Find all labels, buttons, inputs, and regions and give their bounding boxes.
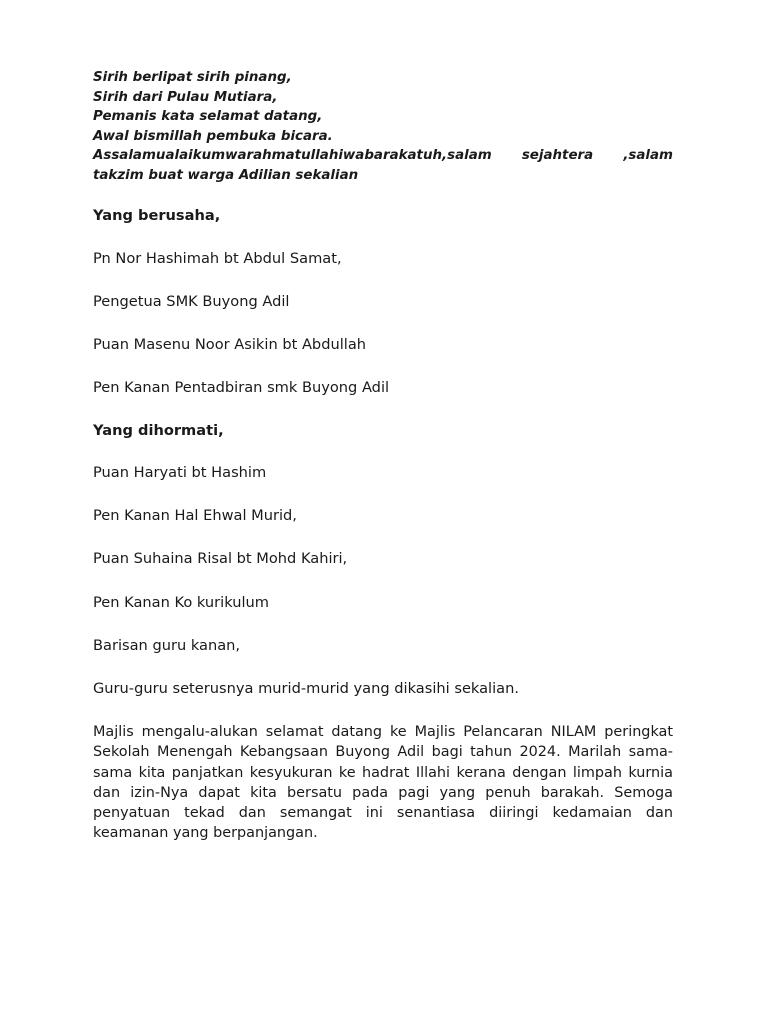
addressee-group: Guru-guru seterusnya murid-murid yang dikasihi sekalian. — [93, 680, 519, 697]
heading-yang-dihormati: Yang dihormati, — [93, 422, 224, 439]
pantun-line: Awal bismillah pembuka bicara. — [93, 128, 333, 144]
addressee-name: Puan Suhaina Risal bt Mohd Kahiri, — [93, 550, 348, 567]
pantun-line: Sirih dari Pulau Mutiara, — [93, 89, 278, 105]
document-body — [93, 68, 673, 842]
addressee-name: Pn Nor Hashimah bt Abdul Samat, — [93, 250, 342, 267]
pantun-line: Pemanis kata selamat datang, — [93, 109, 323, 125]
addressee-title: Pen Kanan Hal Ehwal Murid, — [93, 507, 297, 524]
heading-yang-berusaha: Yang berusaha, — [93, 207, 221, 224]
addressee-title: Pengetua SMK Buyong Adil — [93, 293, 290, 310]
welcome-paragraph: Majlis mengalu-alukan selamat datang ke Majlis Pelancaran NILAM peringkat Sekolah Menengah Kebangsaan Buyong Adil bagi tahun 2024. Marilah sama-sama kita panjatkan kesyukuran ke hadrat Illahi kerana dengan limpah kurnia dan izin-Nya dapat kita bersatu pada pagi yang penuh barakah. Semoga penyatuan tekad dan semangat ini senantiasa diiringi kedamaian dan keamanan yang berpanjangan. — [93, 724, 673, 842]
addressee-name: Puan Masenu Noor Asikin bt Abdullah — [93, 336, 367, 353]
islamic-greeting: Assalamualaikumwarahmatullahiwabarakatuh,salam sejahtera ,salam takzim buat warga Adilian sekalian — [93, 148, 673, 183]
addressee-title: Pen Kanan Ko kurikulum — [93, 594, 269, 611]
pantun-verse — [93, 68, 673, 186]
pantun-line: Sirih berlipat sirih pinang, — [93, 70, 292, 85]
addressee-name: Puan Haryati bt Hashim — [93, 464, 267, 481]
addressee-group: Barisan guru kanan, — [93, 637, 241, 654]
addressee-title: Pen Kanan Pentadbiran smk Buyong Adil — [93, 379, 390, 396]
